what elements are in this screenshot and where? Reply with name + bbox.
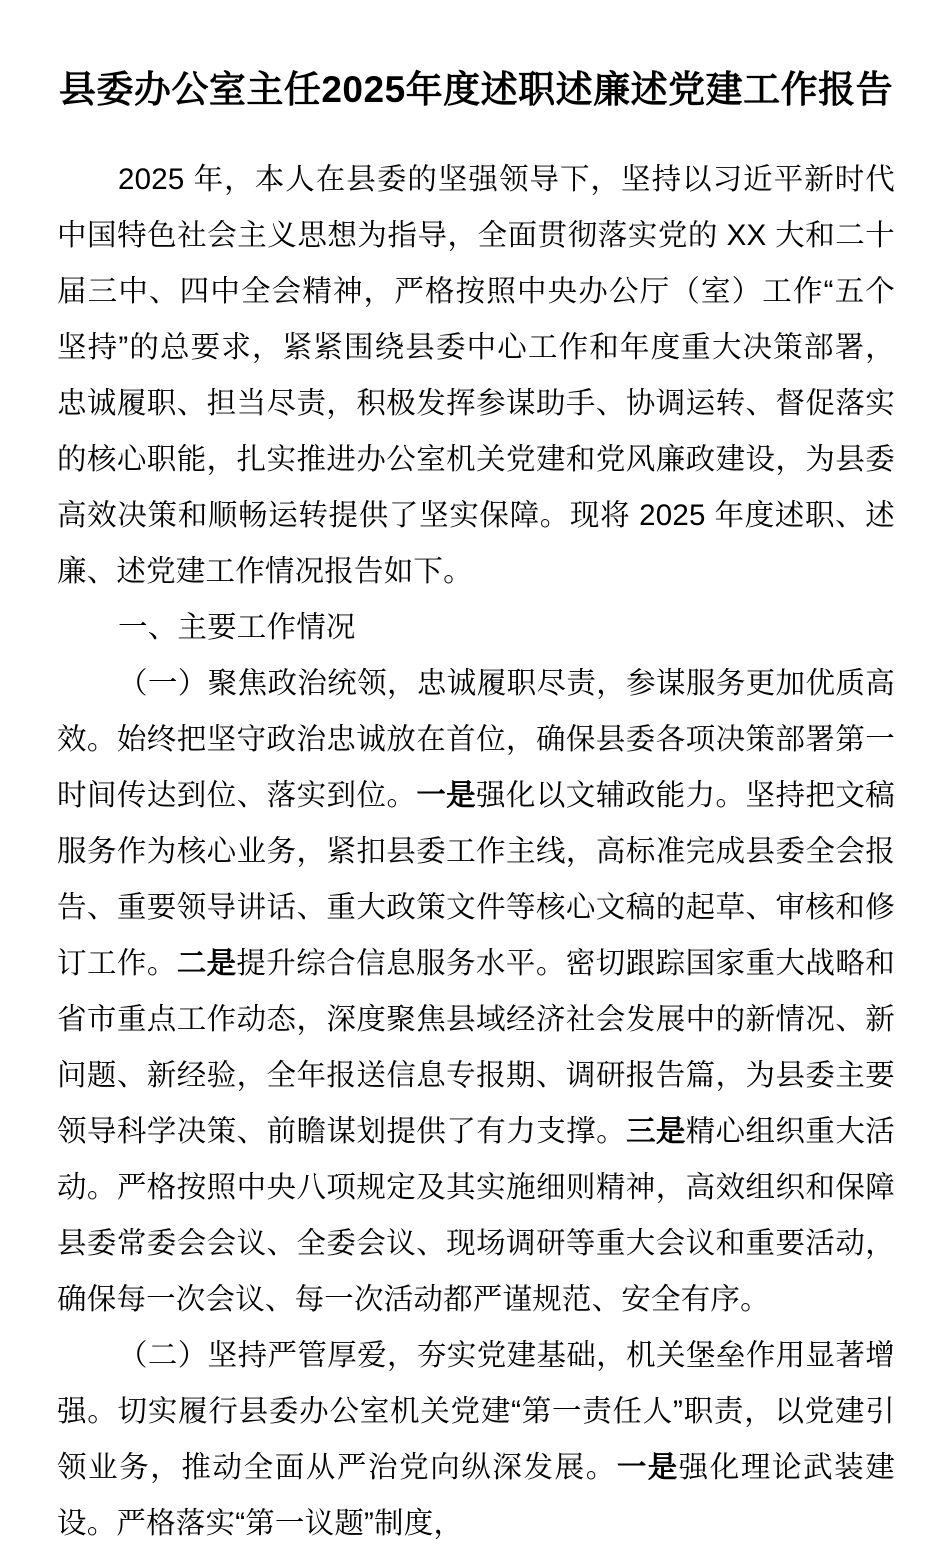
- paragraph-section-1-2: [57, 1328, 895, 1552]
- text-run: （一）聚焦政治统领，忠诚履职尽责，参谋服务更加优质高效。始终把坚守政治忠诚放在首位，确保县委各项决策部署第一时间传达到位、落实到位。: [57, 667, 895, 812]
- text-run: （二）坚持严管厚爱，夯实党建基础，机关堡垒作用显著增强。切实履行县委办公室机关党建“第一责任人”职责，以党建引领业务，推动全面从严治党向纵深发展。: [57, 1339, 895, 1484]
- paragraph-container: [57, 152, 895, 1552]
- text-run: 一、主要工作情况: [118, 611, 356, 644]
- text-run: 强化以文辅政能力。坚持把文稿服务作为核心业务，紧扣县委工作主线，高标准完成县委全会报告、重要领导讲话、重大政策文件等核心文稿的起草、审核和修订工作。: [57, 779, 895, 980]
- emphasis-run: 一是: [616, 1451, 679, 1484]
- text-run: 提升综合信息服务水平。密切跟踪国家重大战略和省市重点工作动态，深度聚焦县域经济社会发展中的新情况、新问题、新经验，全年报送信息专报期、调研报告篇，为县委主要领导科学决策、前瞻谋划提供了有力支撑。: [57, 947, 895, 1148]
- document-title: 县委办公室主任2025年度述职述廉述党建工作报告: [58, 69, 894, 110]
- emphasis-run: 二是: [176, 947, 237, 980]
- text-run: 强化理论武装建设。严格落实“第一议题”制度，: [57, 1451, 895, 1540]
- text-run: 精心组织重大活动。严格按照中央八项规定及其实施细则精神，高效组织和保障县委常委会会议、全委会议、现场调研等重大会议和重要活动，确保每一次会议、每一次活动都严谨规范、安全有序。: [57, 1115, 895, 1316]
- title-spacer: [57, 118, 895, 152]
- paragraph-heading-1: [57, 600, 895, 656]
- paragraph-section-1-1: [57, 656, 895, 1328]
- paragraph-opening: [57, 152, 895, 600]
- document-body: [57, 0, 895, 1552]
- emphasis-run: 一是: [416, 779, 476, 812]
- emphasis-run: 三是: [626, 1115, 686, 1148]
- text-run: 2025 年，本人在县委的坚强领导下，坚持以习近平新时代中国特色社会主义思想为指导，全面贯彻落实党的 XX 大和二十届三中、四中全会精神，严格按照中央办公厅（室）工作“五个坚持”的总要求，紧紧围绕县委中心工作和年度重大决策部署，忠诚履职、担当尽责，积极发挥参谋助手、协调运转、督促落实的核心职能，扎实推进办公室机关党建和党风廉政建设，为县委高效决策和顺畅运转提供了坚实保障。现将 2025 年度述职、述廉、述党建工作情况报告如下。: [57, 163, 895, 588]
